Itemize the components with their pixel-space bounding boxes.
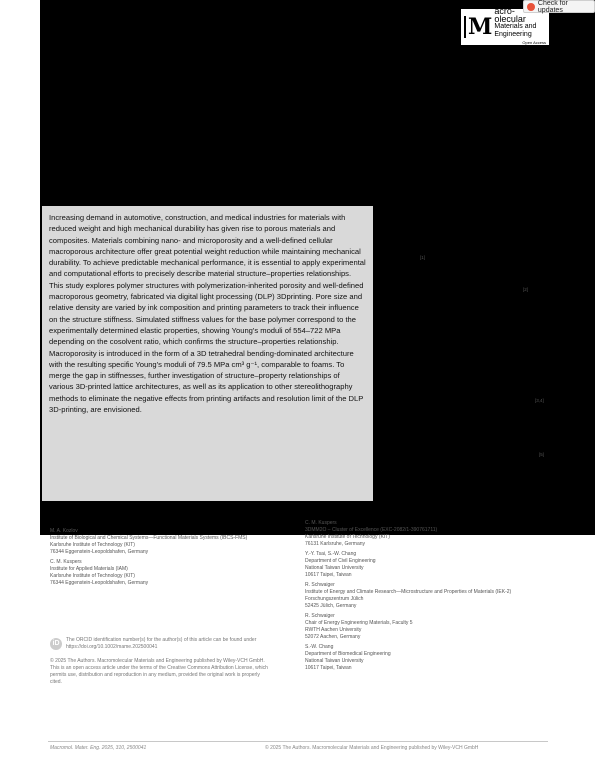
ref-marker[interactable]: [1] <box>420 255 426 260</box>
journal-logo: M acro- olecular Materials and Engineering Open Access <box>461 9 549 45</box>
copyright-footer: © 2025 The Authors. Macromolecular Materials and Engineering published by Wiley-VCH GmbH <box>265 745 479 751</box>
ref-marker[interactable]: [5] <box>539 452 545 457</box>
affiliations-left: M. A. Kozlov Institute of Biological and Chemical Systems—Functional Materials Systems (IBCS-FMS) Karlsruhe Institute of Technology (KIT) 76344 Eggenstein-Leopoldshafen, Germany C. M. Kuspers Institute for Applied Materials (IAM) Karlsruhe Institute of Technology (KIT) 76344 Eggenstein-Leopoldshafen, Germany <box>50 528 248 586</box>
check-updates-label: Check for updates <box>537 0 568 14</box>
ref-marker[interactable]: [3,4] <box>535 398 544 403</box>
ref-marker[interactable]: [2] <box>523 287 529 292</box>
orcid-note: The ORCID identification number(s) for the author(s) of this article can be found under https://doi.org/10.1002/mame.202500041 <box>66 637 257 650</box>
check-for-updates-button[interactable] <box>523 0 595 13</box>
citation-footer: Macromol. Mater. Eng. 2025, 310, 2500041 <box>50 745 147 751</box>
orcid-icon: iD <box>50 638 62 650</box>
update-icon <box>527 3 535 11</box>
logo-line4: Open Access <box>522 40 546 45</box>
logo-line1: acro- <box>494 6 515 16</box>
affiliations-right: C. M. Kuspers 3DMM2O – Cluster of Excellence (EXC-2082/1-390761711) Karlsruhe Institute of Technology (KIT) 76131 Karlsruhe, Germany Y.-Y. Tsai, S.-W. Chang Department of Civil Engineering National Taiwan University 10617 Taipei, Taiwan R. Schwaiger Institute of Energy and Climate Research—Microstructure and Properties of Materials (IEK-2) Forschungszentrum Jülich 52425 Jülich, Germany R. Schwaiger Chair of Energy Engineering Materials, Faculty 5 RWTH Aachen University 52072 Aachen, Germany S.-W. Chang Department of Biomedical Engineering National Taiwan University 10617 Taipei, Taiwan <box>305 520 512 671</box>
abstract-box <box>42 206 373 501</box>
footer-divider <box>48 741 548 742</box>
logo-line3: Materials and Engineering <box>494 23 537 38</box>
logo-line2: olecular <box>494 14 526 24</box>
abstract-text: Increasing demand in automotive, construction, and medical industries for materials with reduced weight and high mechanical durability has given rise to porous materials and composites. Materials combining nano- and microporosity and a well-defined cellular macroporous architecture offer great potential weight reduction while maintaining mechanical durability. To achieve predictable mechanical performance, it is essential to apply experimental and computational efforts to precisely describe material structure–properties relationships. This study explores polymer structures with polymerization-inherited porosity and well-defined macroporous geometry, fabricated via digital light processing (DLP) 3Dprinting. Pore size and relative density are varied by ink composition and printing parameters to track their influence on the structure stiffness. Simulated stiffness values for the base polymer correspond to the experimentally determined elastic properties, showing Young's moduli of 554–722 MPa depending on the cosolvent ratio, which confirms the structure–properties relationship. Macroporosity is introduced in the form of a 3D tetrahedral bending-dominated architecture with the resulting specific Young's moduli of 79.5 MPa cm³ g⁻¹, comparable to foams. To merge the gap in stiffnesses, further investigation of structure–property relationships of various 3D-printed lattice architectures, as well as its application to other stereolithography methods to eliminate the negative effects from printing artifacts and resolution limit of the DLP 3D-printing, are envisioned. <box>49 213 366 415</box>
copyright-notice: © 2025 The Authors. Macromolecular Materials and Engineering published by Wiley-VCH GmbH. This is an open access article under the terms of the Creative Commons Attribution License, which permits use, distribution and reproduction in any medium, provided the original work is properly cited. <box>50 658 268 685</box>
